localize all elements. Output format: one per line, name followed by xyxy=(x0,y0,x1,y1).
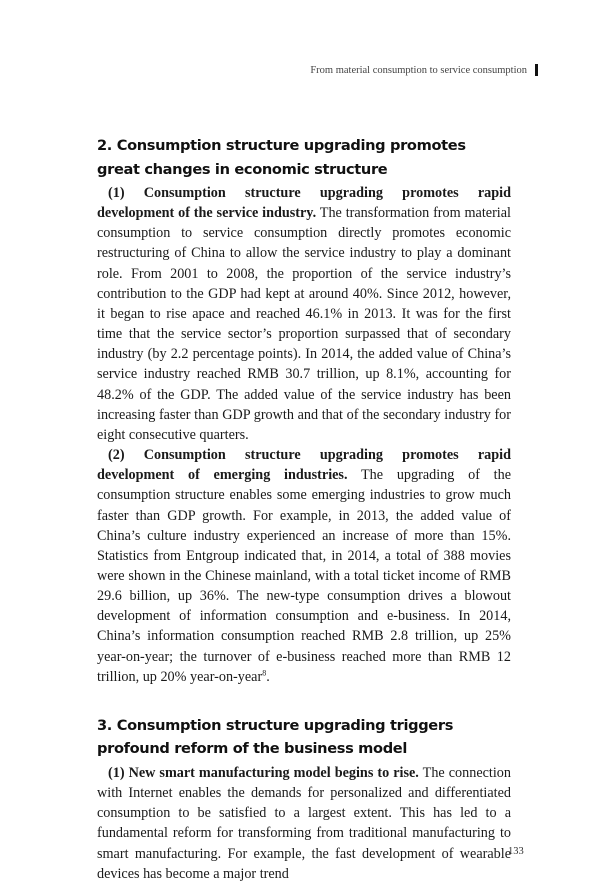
paragraph-body: The upgrading of the consumption structure enables some emerging industries to grow much faster than GDP growth. For example, in 2013, the added value of China’s culture industry experienced an increase of more than 15%. Statistics from Entgroup indicated that, in 2014, a total of 388 movies were shown in the Chinese mainland, with a total ticket income of RMB 29.6 billion, up 36%. The new-type consumption drives a blowout development of information consumption and e-business. In 2014, China’s information consumption reached RMB 2.8 trillion, up 25% year-on-year; the turnover of e-business reached more than RMB 12 trillion, up 20% year-on-year xyxy=(97,467,512,685)
paragraph-smart-manufacturing xyxy=(97,763,511,884)
page-content xyxy=(97,134,511,884)
paragraph-lead: (1) New smart manufacturing model begins to rise. xyxy=(108,764,419,781)
section-heading-2: 2. Consumption structure upgrading promotes great changes in economic structure xyxy=(97,137,466,178)
running-head xyxy=(310,64,538,76)
paragraph-lead: (2) Consumption structure upgrading promotes rapid development of emerging industries. xyxy=(97,447,511,484)
paragraph-tail: . xyxy=(266,668,270,685)
section-spacer xyxy=(97,687,511,714)
paragraph-service-industry xyxy=(97,183,511,445)
section-heading-3: 3. Consumption structure upgrading triggers profound reform of the business model xyxy=(97,716,454,758)
running-head-title: From material consumption to service consumption xyxy=(310,64,527,76)
running-head-bar xyxy=(535,64,538,76)
paragraph-body: The connection with Internet enables the demands for personalized and differentiated consumption to be satisfied to a largest extent. This has led to a fundamental reform for transforming from traditional manufacturing to smart manufacturing. For example, the fast development of wearable devices has become a major trend xyxy=(97,764,511,882)
page-number: 133 xyxy=(508,846,524,857)
paragraph-lead: (1) Consumption structure upgrading promotes rapid development of the service industry. xyxy=(97,185,511,222)
footnote-ref[interactable]: 8 xyxy=(262,668,267,678)
paragraph-body: The transformation from material consumption to service consumption directly promotes economic restructuring of China to allow the service industry to play a dominant role. From 2001 to 2008, the proportion of the service industry’s contribution to the GDP had kept at around 40%. Since 2012, however, it began to rise apace and reached 46.1% in 2013. It was for the first time that the service sector’s proportion surpassed that of secondary industry (by 2.2 percentage points). In 2014, the added value of China’s service industry reached RMB 30.7 trillion, up 8.1%, accounting for 48.2% of the GDP. The added value of the service industry has been increasing faster than GDP growth and that of the secondary industry for eight consecutive quarters. xyxy=(97,205,511,443)
paragraph-emerging-industries xyxy=(97,445,511,687)
